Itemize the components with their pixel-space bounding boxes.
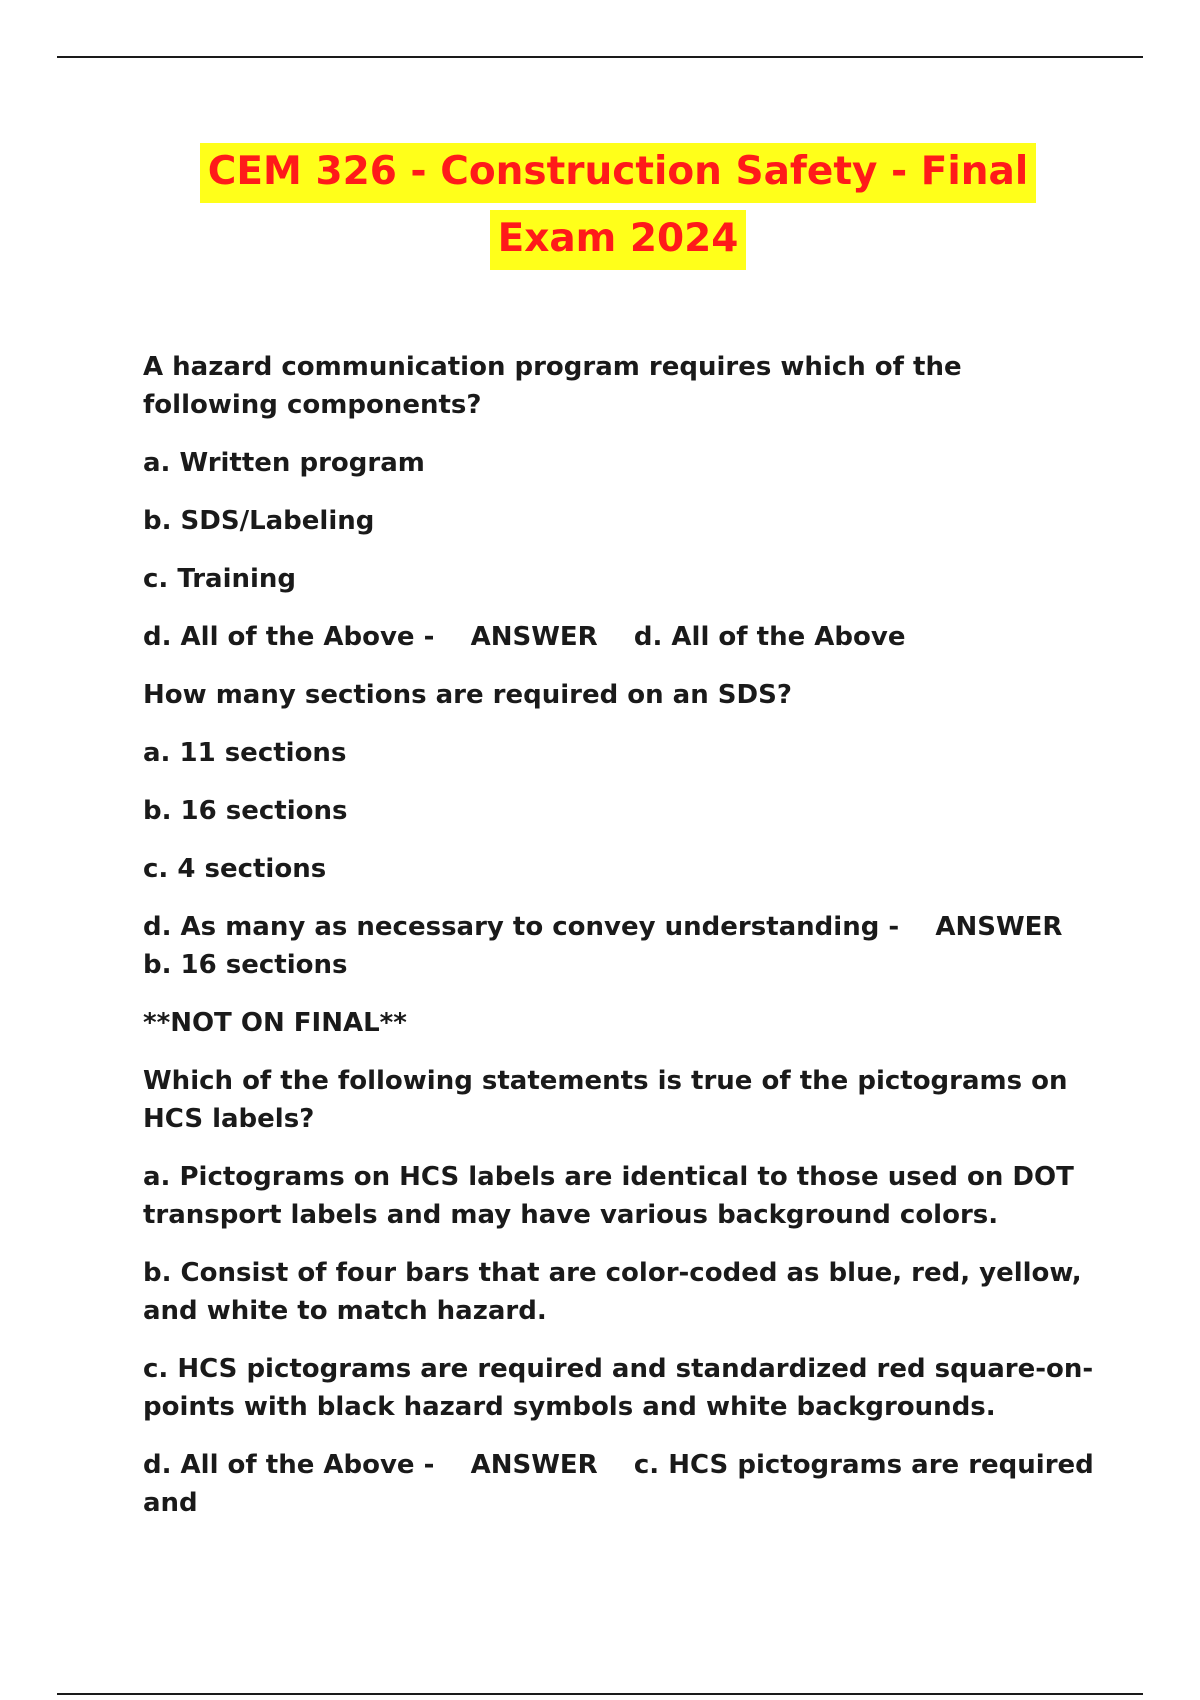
q3-option-d-answer: d. All of the Above - ANSWER c. HCS pictograms are required and bbox=[143, 1450, 1103, 1518]
q2-option-d-answer: d. As many as necessary to convey understanding - ANSWER b. 16 sections bbox=[143, 912, 1099, 980]
title-block bbox=[0, 143, 1200, 270]
q3-option-b: b. Consist of four bars that are color-coded as blue, red, yellow, and white to match hazard. bbox=[143, 1258, 1091, 1326]
question-2: How many sections are required on an SDS? bbox=[143, 680, 792, 710]
document-body bbox=[143, 348, 1103, 1542]
question-1: A hazard communication program requires which of the following components? bbox=[143, 352, 971, 420]
title-line-1: CEM 326 - Construction Safety - Final bbox=[200, 143, 1036, 203]
q1-option-c: c. Training bbox=[143, 564, 297, 594]
bottom-rule bbox=[57, 1693, 1143, 1695]
question-3: Which of the following statements is true of the pictograms on HCS labels? bbox=[143, 1066, 1077, 1134]
not-on-final-note: **NOT ON FINAL** bbox=[143, 1008, 407, 1038]
top-rule bbox=[57, 56, 1143, 58]
q1-option-a: a. Written program bbox=[143, 448, 425, 478]
q3-option-a: a. Pictograms on HCS labels are identical to those used on DOT transport labels and may have various background colors. bbox=[143, 1162, 1083, 1230]
q3-option-c: c. HCS pictograms are required and standardized red square-on-points with black hazard symbols and white backgrounds. bbox=[143, 1354, 1094, 1422]
q2-option-c: c. 4 sections bbox=[143, 854, 327, 884]
q2-option-a: a. 11 sections bbox=[143, 738, 347, 768]
q2-option-b: b. 16 sections bbox=[143, 796, 348, 826]
q1-option-b: b. SDS/Labeling bbox=[143, 506, 375, 536]
q1-option-d-answer: d. All of the Above - ANSWER d. All of the Above bbox=[143, 622, 906, 652]
title-line-2: Exam 2024 bbox=[490, 210, 747, 270]
